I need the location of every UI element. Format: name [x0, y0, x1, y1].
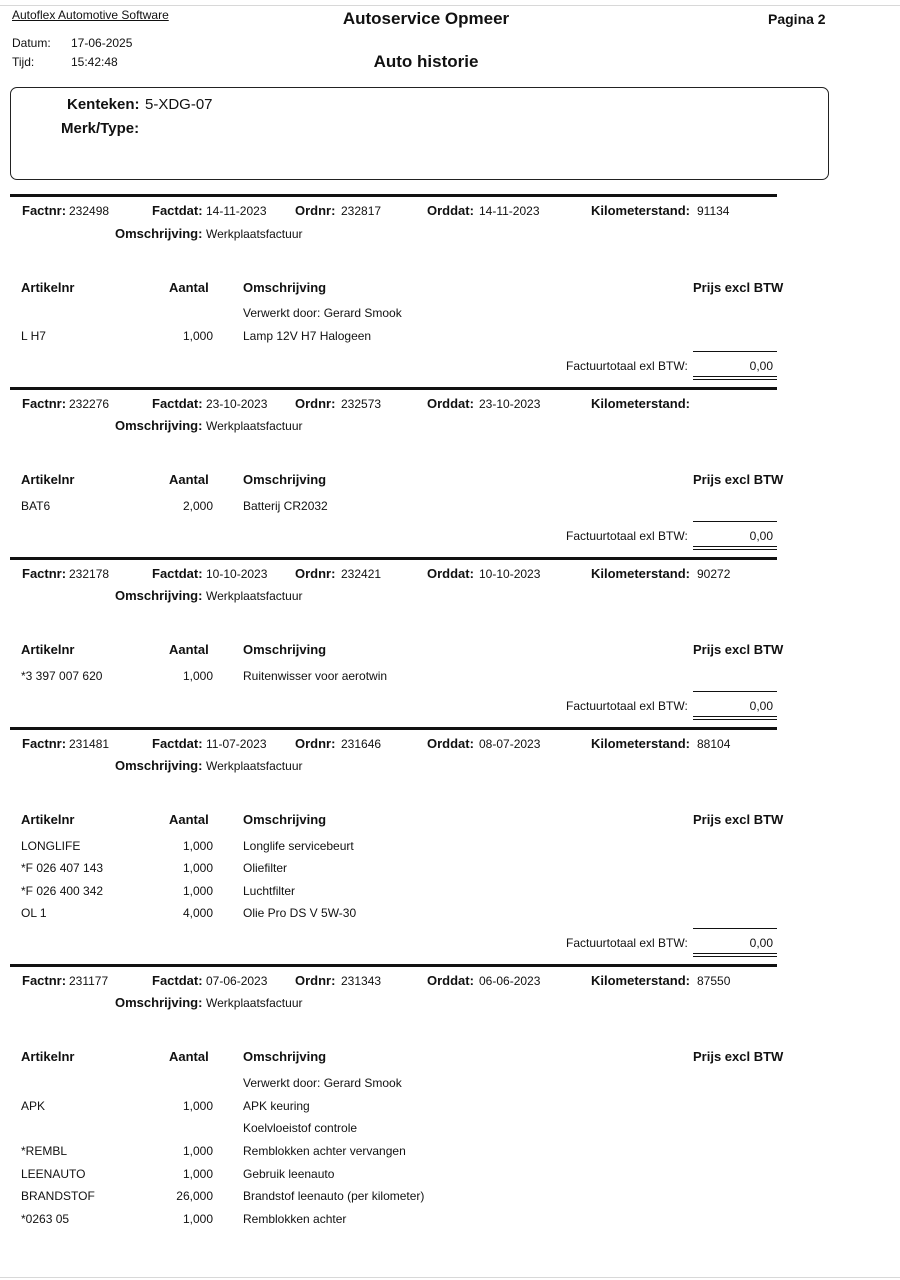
- plate-label: Kenteken:: [67, 96, 140, 113]
- page-number: Pagina 2: [768, 11, 826, 27]
- factdat-value: 14-11-2023: [206, 204, 267, 218]
- line-omschrijving: APK keuring: [243, 1099, 310, 1113]
- line-aantal: 26,000: [176, 1189, 213, 1203]
- line-artikelnr: *F 026 400 342: [21, 884, 104, 898]
- line-omschrijving: Ruitenwisser voor aerotwin: [243, 669, 388, 683]
- orddat-label: Orddat:: [427, 736, 474, 751]
- line-aantal: 1,000: [182, 669, 213, 683]
- total-overline: [693, 928, 777, 929]
- print-time: 15:42:48: [71, 55, 118, 69]
- ordnr-value: 232573: [341, 397, 382, 411]
- omschrijving-label: Omschrijving:: [115, 418, 203, 433]
- orddat-label: Orddat:: [427, 396, 474, 411]
- factnr-label: Factnr:: [22, 973, 67, 988]
- km-label: Kilometerstand:: [591, 566, 690, 581]
- total-value: 0,00: [749, 699, 773, 713]
- line-artikelnr: OL 1: [21, 906, 47, 920]
- orddat-value: 23-10-2023: [479, 397, 541, 411]
- ordnr-label: Ordnr:: [295, 203, 336, 218]
- total-value: 0,00: [749, 936, 773, 950]
- line-omschrijving: Koelvloeistof controle: [243, 1121, 358, 1135]
- total-double-underline: [693, 953, 777, 957]
- factdat-value: 10-10-2023: [206, 567, 268, 581]
- line-artikelnr: *REMBL: [21, 1144, 68, 1158]
- orddat-label: Orddat:: [427, 973, 474, 988]
- ordnr-value: 231343: [341, 974, 382, 988]
- factdat-label: Factdat:: [152, 203, 203, 218]
- col-omschrijving: Omschrijving: [243, 280, 327, 295]
- factdat-value: 23-10-2023: [206, 397, 268, 411]
- total-double-underline: [693, 716, 777, 720]
- line-artikelnr: LEENAUTO: [21, 1167, 86, 1181]
- factdat-label: Factdat:: [152, 736, 203, 751]
- col-aantal: Aantal: [169, 1049, 209, 1064]
- line-artikelnr: APK: [21, 1099, 46, 1113]
- ordnr-value: 232421: [341, 567, 382, 581]
- orddat-value: 06-06-2023: [479, 974, 541, 988]
- orddat-label: Orddat:: [427, 566, 474, 581]
- col-prijs: Prijs excl BTW: [693, 1049, 784, 1064]
- date-label: Datum:: [12, 36, 51, 50]
- factnr-value: 232178: [69, 567, 110, 581]
- ordnr-label: Ordnr:: [295, 973, 336, 988]
- km-label: Kilometerstand:: [591, 203, 690, 218]
- km-label: Kilometerstand:: [591, 396, 690, 411]
- line-omschrijving: Lamp 12V H7 Halogeen: [243, 329, 372, 343]
- col-aantal: Aantal: [169, 280, 209, 295]
- km-label: Kilometerstand:: [591, 736, 690, 751]
- total-value: 0,00: [749, 359, 773, 373]
- total-double-underline: [693, 546, 777, 550]
- omschrijving-value: Werkplaatsfactuur: [206, 996, 303, 1010]
- total-label: Factuurtotaal exl BTW:: [566, 359, 688, 373]
- col-prijs: Prijs excl BTW: [693, 280, 784, 295]
- line-artikelnr: *F 026 407 143: [21, 861, 104, 875]
- section-rule: [10, 557, 777, 560]
- ordnr-label: Ordnr:: [295, 396, 336, 411]
- line-aantal: 1,000: [182, 884, 213, 898]
- factnr-value: 232498: [69, 204, 110, 218]
- line-aantal: 1,000: [182, 329, 213, 343]
- factnr-label: Factnr:: [22, 566, 67, 581]
- line-omschrijving: Remblokken achter vervangen: [243, 1144, 406, 1158]
- line-aantal: 2,000: [182, 499, 213, 513]
- line-artikelnr: BRANDSTOF: [21, 1189, 95, 1203]
- omschrijving-label: Omschrijving:: [115, 758, 203, 773]
- line-artikelnr: *3 397 007 620: [21, 669, 103, 683]
- ordnr-value: 232817: [341, 204, 382, 218]
- col-aantal: Aantal: [169, 472, 209, 487]
- col-artikelnr: Artikelnr: [21, 280, 75, 295]
- print-date: 17-06-2025: [71, 36, 133, 50]
- section-rule: [10, 194, 777, 197]
- ordnr-value: 231646: [341, 737, 382, 751]
- line-omschrijving: Brandstof leenauto (per kilometer): [243, 1189, 425, 1203]
- col-artikelnr: Artikelnr: [21, 472, 75, 487]
- line-omschrijving: Luchtfilter: [243, 884, 296, 898]
- line-omschrijving: Verwerkt door: Gerard Smook: [243, 1076, 402, 1090]
- col-prijs: Prijs excl BTW: [693, 812, 784, 827]
- factdat-label: Factdat:: [152, 973, 203, 988]
- omschrijving-label: Omschrijving:: [115, 226, 203, 241]
- line-omschrijving: Gebruik leenauto: [243, 1167, 335, 1181]
- col-artikelnr: Artikelnr: [21, 812, 75, 827]
- factnr-label: Factnr:: [22, 203, 67, 218]
- col-prijs: Prijs excl BTW: [693, 642, 784, 657]
- col-omschrijving: Omschrijving: [243, 642, 327, 657]
- bottom-edge-line: [0, 1277, 900, 1278]
- factnr-label: Factnr:: [22, 736, 67, 751]
- ordnr-label: Ordnr:: [295, 566, 336, 581]
- line-omschrijving: Verwerkt door: Gerard Smook: [243, 306, 402, 320]
- line-artikelnr: BAT6: [21, 499, 51, 513]
- orddat-value: 08-07-2023: [479, 737, 541, 751]
- section-rule: [10, 727, 777, 730]
- col-artikelnr: Artikelnr: [21, 642, 75, 657]
- line-omschrijving: Longlife servicebeurt: [243, 839, 354, 853]
- factdat-label: Factdat:: [152, 396, 203, 411]
- garage-name: Autoservice Opmeer: [342, 9, 510, 28]
- col-aantal: Aantal: [169, 642, 209, 657]
- line-aantal: 1,000: [182, 1212, 213, 1226]
- company-name: Autoflex Automotive Software: [12, 8, 169, 22]
- total-label: Factuurtotaal exl BTW:: [566, 529, 688, 543]
- line-aantal: 1,000: [182, 1144, 213, 1158]
- make-type-label: Merk/Type:: [61, 120, 140, 137]
- ordnr-label: Ordnr:: [295, 736, 336, 751]
- time-label: Tijd:: [12, 55, 35, 69]
- km-value: 87550: [697, 974, 731, 988]
- omschrijving-value: Werkplaatsfactuur: [206, 759, 303, 773]
- total-label: Factuurtotaal exl BTW:: [566, 699, 688, 713]
- factdat-value: 07-06-2023: [206, 974, 268, 988]
- total-overline: [693, 691, 777, 692]
- factdat-label: Factdat:: [152, 566, 203, 581]
- km-value: 90272: [697, 567, 731, 581]
- report-title: Auto historie: [373, 52, 479, 71]
- orddat-value: 14-11-2023: [479, 204, 540, 218]
- total-overline: [693, 521, 777, 522]
- col-omschrijving: Omschrijving: [243, 812, 327, 827]
- line-omschrijving: Remblokken achter: [243, 1212, 347, 1226]
- factnr-value: 231481: [69, 737, 110, 751]
- line-omschrijving: Olie Pro DS V 5W-30: [243, 906, 357, 920]
- line-omschrijving: Batterij CR2032: [243, 499, 328, 513]
- col-prijs: Prijs excl BTW: [693, 472, 784, 487]
- total-double-underline: [693, 376, 777, 380]
- col-omschrijving: Omschrijving: [243, 1049, 327, 1064]
- vehicle-info-box: [10, 87, 829, 180]
- total-label: Factuurtotaal exl BTW:: [566, 936, 688, 950]
- line-aantal: 1,000: [182, 861, 213, 875]
- section-rule: [10, 964, 777, 967]
- total-value: 0,00: [749, 529, 773, 543]
- orddat-value: 10-10-2023: [479, 567, 541, 581]
- line-artikelnr: L H7: [21, 329, 46, 343]
- col-artikelnr: Artikelnr: [21, 1049, 75, 1064]
- factnr-value: 232276: [69, 397, 110, 411]
- line-aantal: 1,000: [182, 1167, 213, 1181]
- omschrijving-value: Werkplaatsfactuur: [206, 589, 303, 603]
- line-artikelnr: LONGLIFE: [21, 839, 81, 853]
- omschrijving-value: Werkplaatsfactuur: [206, 227, 303, 241]
- plate-value: 5-XDG-07: [145, 96, 213, 113]
- omschrijving-label: Omschrijving:: [115, 995, 203, 1010]
- total-overline: [693, 351, 777, 352]
- factdat-value: 11-07-2023: [206, 737, 267, 751]
- factnr-label: Factnr:: [22, 396, 67, 411]
- line-artikelnr: *0263 05: [21, 1212, 70, 1226]
- col-aantal: Aantal: [169, 812, 209, 827]
- factnr-value: 231177: [69, 974, 109, 988]
- section-rule: [10, 387, 777, 390]
- line-omschrijving: Oliefilter: [243, 861, 288, 875]
- km-value: 91134: [697, 204, 730, 218]
- orddat-label: Orddat:: [427, 203, 474, 218]
- km-value: 88104: [697, 737, 731, 751]
- km-label: Kilometerstand:: [591, 973, 690, 988]
- omschrijving-value: Werkplaatsfactuur: [206, 419, 303, 433]
- col-omschrijving: Omschrijving: [243, 472, 327, 487]
- omschrijving-label: Omschrijving:: [115, 588, 203, 603]
- line-aantal: 1,000: [182, 1099, 213, 1113]
- line-aantal: 1,000: [182, 839, 213, 853]
- top-edge-line: [0, 5, 900, 6]
- line-aantal: 4,000: [182, 906, 213, 920]
